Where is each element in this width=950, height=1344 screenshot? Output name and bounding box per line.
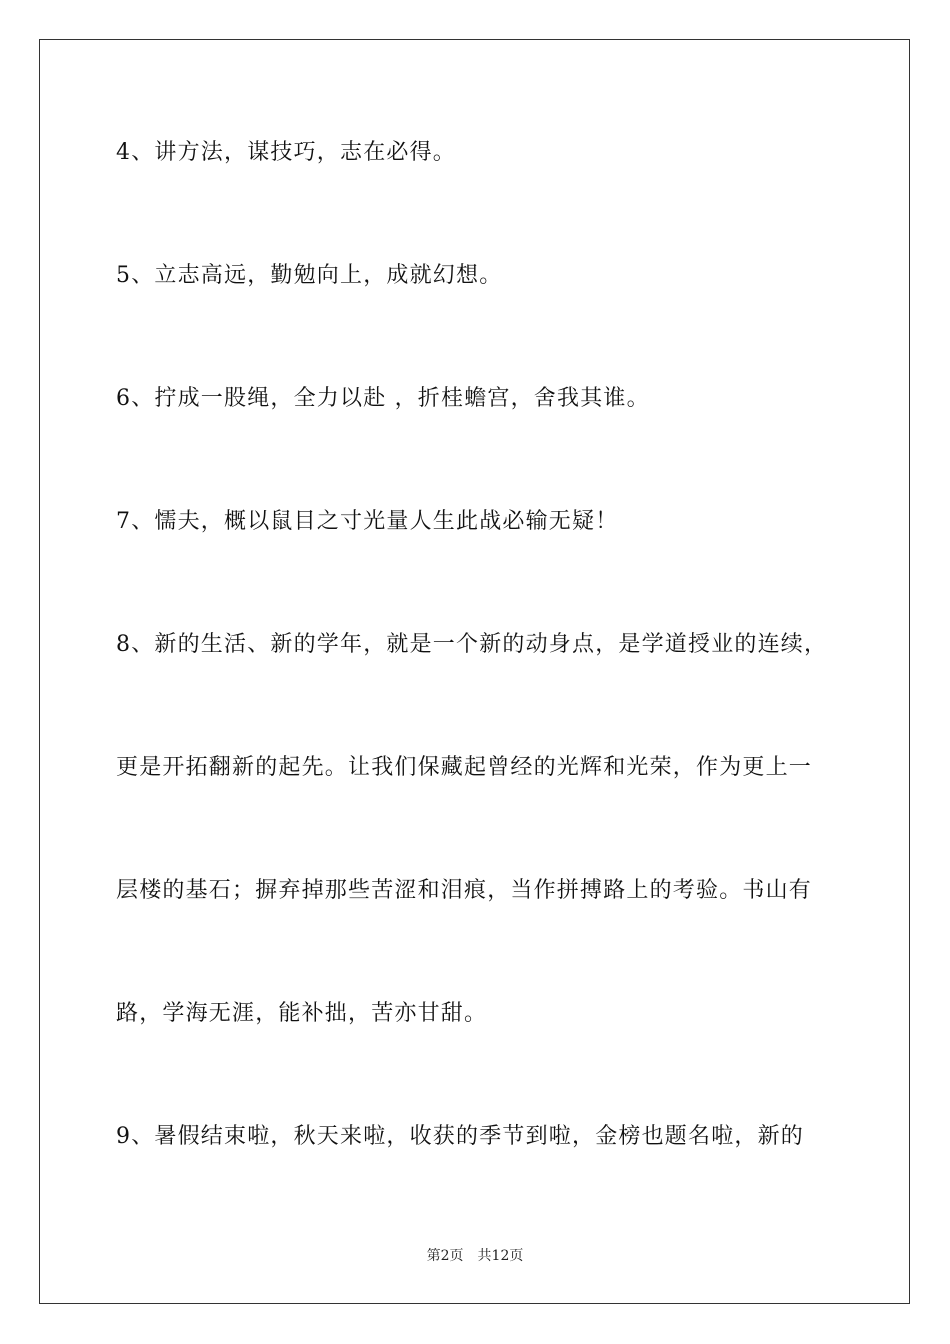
paragraph-line-6: 6、拧成一股绳，全力以赴 ，折桂蟾宫，舍我其谁。: [116, 386, 650, 411]
page-footer: [0, 1246, 950, 1266]
paragraph-line-8c: 层楼的基石；摒弃掉那些苦涩和泪痕，当作拼搏路上的考验。书山有: [116, 878, 813, 903]
paragraph-line-9: 9、暑假结束啦，秋天来啦，收获的季节到啦，金榜也题名啦，新的: [116, 1124, 804, 1149]
paragraph-line-4: 4、讲方法，谋技巧，志在必得。: [116, 140, 456, 165]
paragraph-line-8b: 更是开拓翻新的起先。让我们保藏起曾经的光辉和光荣，作为更上一: [116, 755, 813, 780]
paragraph-line-8d: 路，学海无涯，能补拙，苦亦甘甜。: [116, 1001, 488, 1026]
paragraph-line-8a: 8、新的生活、新的学年，就是一个新的动身点，是学道授业的连续，: [116, 632, 828, 657]
page-border: [39, 39, 910, 1304]
page-total: 共12页: [477, 1248, 524, 1264]
paragraph-line-7: 7、懦夫，概以鼠目之寸光量人生此战必输无疑！: [116, 509, 619, 534]
paragraph-line-5: 5、立志高远，勤勉向上，成就幻想。: [116, 263, 503, 288]
page-number: 第2页: [426, 1248, 464, 1264]
